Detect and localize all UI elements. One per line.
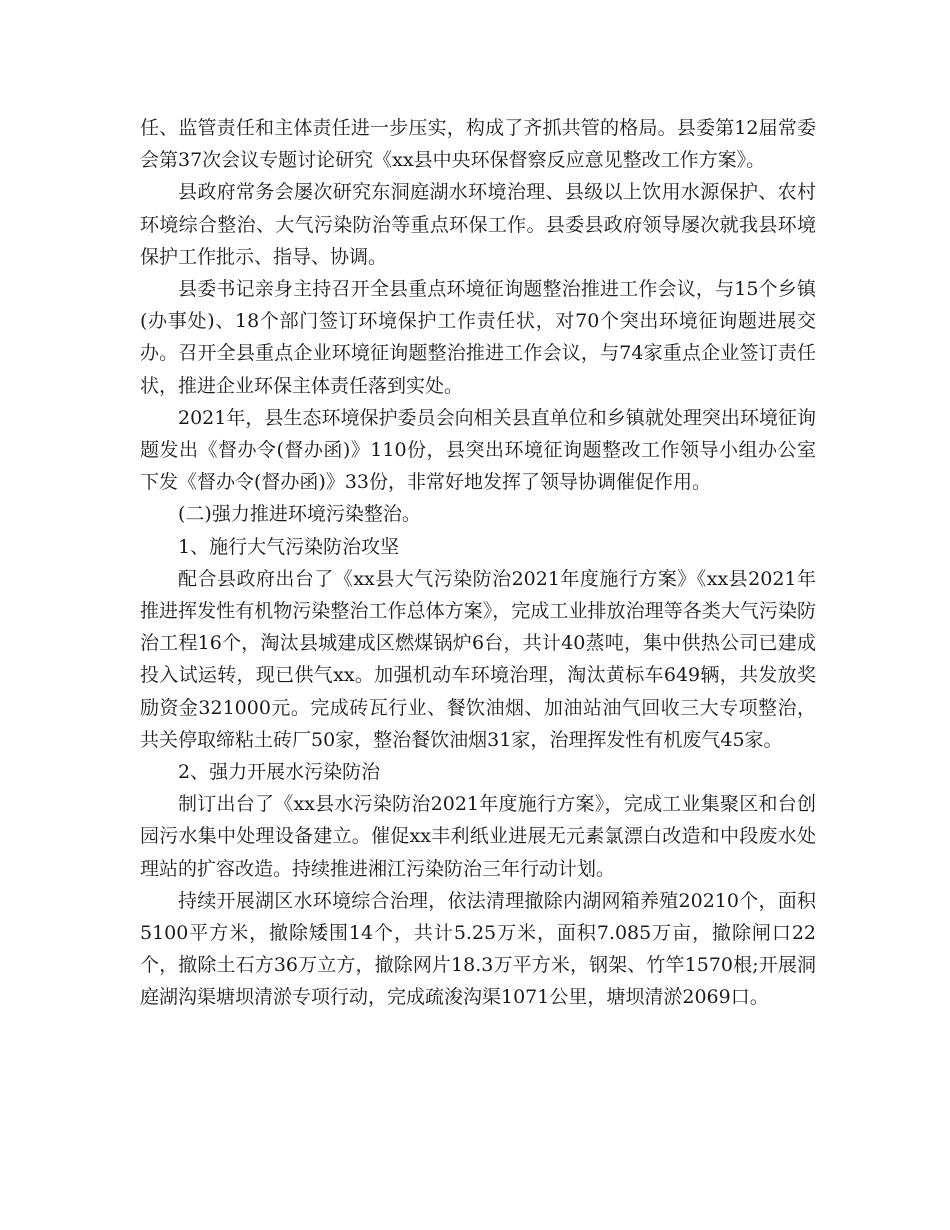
paragraph-1: 任、监管责任和主体责任进一步压实，构成了齐抓共管的格局。县委第12届常委会第37次会议专题讨论研究《xx县中央环保督察反应意见整改工作方案》。 (140, 117, 816, 172)
subheading-water-pollution: 2、强力开展水污染防治 (178, 761, 381, 784)
paragraph-water-pollution: 制订出台了《xx县水污染防治2021年度施行方案》，完成工业集聚区和台创园污水集中处理设备建立。催促xx丰利纸业进展无元素氯漂白改造和中段废水处理站的扩容改造。持续推进湘江污染防治三年行动计划。 (140, 793, 816, 880)
document-body (140, 112, 816, 1014)
paragraph-4: 2021年，县生态环境保护委员会向相关县直单位和乡镇就处理突出环境征询题发出《督办令(督办函)》110份，县突出环境征询题整改工作领导小组办公室下发《督办令(督办函)》33份，非常好地发挥了领导协调催促作用。 (140, 406, 816, 494)
subheading-air-pollution: 1、施行大气污染防治攻坚 (178, 535, 400, 558)
paragraph-air-pollution: 配合县政府出台了《xx县大气污染防治2021年度施行方案》《xx县2021年推进挥发性有机物污染整治工作总体方案》，完成工业排放治理等各类大气污染防治工程16个，淘汰县城建成区燃煤锅炉6台，共计40蒸吨，集中供热公司已建成投入试运转，现已供气xx。加强机动车环境治理，淘汰黄标车649辆，共发放奖励资金321000元。完成砖瓦行业、餐饮油烟、加油站油气回收三大专项整治，共关停取缔粘土砖厂50家，整治餐饮油烟31家，治理挥发性有机废气45家。 (140, 567, 816, 751)
paragraph-3: 县委书记亲身主持召开全县重点环境征询题整治推进工作会议，与15个乡镇(办事处)、18个部门签订环境保护工作责任状，对70个突出环境征询题进展交办。召开全县重点企业环境征询题整治推进工作会议，与74家重点企业签订责任状，推进企业环保主体责任落到实处。 (140, 278, 816, 397)
section-heading-2: (二)强力推进环境污染整治。 (178, 503, 421, 526)
paragraph-2: 县政府常务会屡次研究东洞庭湖水环境治理、县级以上饮用水源保护、农村环境综合整治、大气污染防治等重点环保工作。县委县政府领导屡次就我县环境保护工作批示、指导、协调。 (140, 181, 816, 268)
paragraph-lake-treatment: 持续开展湖区水环境综合治理，依法清理撤除内湖网箱养殖20210个，面积5100平方米，撤除矮围14个，共计5.25万米，面积7.085万亩，撤除闸口22个，撤除土石方36万立方，撤除网片18.3万平方米，钢架、竹竿1570根;开展洞庭湖沟渠塘坝清淤专项行动，完成疏浚沟渠1071公里，塘坝清淤2069口。 (140, 889, 816, 1009)
